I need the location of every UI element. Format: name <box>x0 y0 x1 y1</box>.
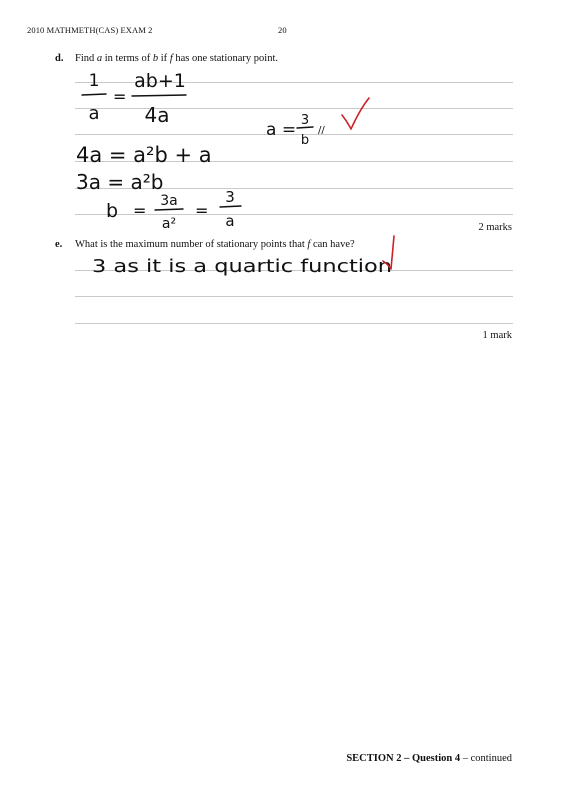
footer-section-title: SECTION 2 – Question 4 <box>346 753 461 764</box>
hw-fraction-bar <box>297 127 313 128</box>
answer-line <box>75 323 513 324</box>
hw-line2: 4a = a²b + a <box>76 143 212 167</box>
question-d-label: d. <box>55 53 64 64</box>
variable-f: f <box>307 239 311 250</box>
footer-continued: – continued <box>460 753 512 764</box>
question-d-text <box>75 53 278 64</box>
hw-line4-eq2: = <box>195 201 209 220</box>
variable-b: b <box>152 53 159 64</box>
answer-line <box>75 214 513 215</box>
question-e-marks: 1 mark <box>482 330 512 341</box>
hw-fraction-bar <box>220 206 241 207</box>
answer-line <box>75 188 513 189</box>
red-tick-icon <box>383 236 394 269</box>
variable-f: f <box>169 53 173 64</box>
answer-line <box>75 108 513 109</box>
hw-final-lhs: a = <box>266 120 297 140</box>
hw-line1-rhs-den: 4a <box>144 103 170 127</box>
hw-line4-rhs-num: 3 <box>225 188 235 206</box>
question-e-text-part: What is the maximum number of stationary points that <box>75 239 308 250</box>
variable-a: a <box>96 53 103 64</box>
question-e-text <box>75 239 355 250</box>
answer-line <box>75 296 513 297</box>
red-tick-icon <box>342 98 369 129</box>
answer-line <box>75 161 513 162</box>
answer-line <box>75 134 513 135</box>
hw-line1-rhs-num: ab+1 <box>134 70 186 92</box>
hw-line4-eq1: = <box>133 201 147 220</box>
answer-line <box>75 82 513 83</box>
question-e-text-part: can have? <box>310 239 355 250</box>
hw-line4-mid-num: 3a <box>160 193 178 209</box>
hw-line3: 3a = a²b <box>76 170 164 194</box>
hw-final-end: // <box>318 125 325 136</box>
hw-line4-mid-den: a² <box>161 216 177 232</box>
hw-fraction-bar <box>155 209 183 210</box>
hw-fraction-bar <box>132 95 186 96</box>
question-d-text-part: if <box>158 53 170 64</box>
question-d-text-part: in terms of <box>102 53 153 64</box>
hw-line1-eq: = <box>113 87 127 106</box>
question-d-text-part: has one stationary point. <box>172 53 279 64</box>
hw-final-num: 3 <box>300 113 310 128</box>
question-d-text-part: Find <box>75 53 97 64</box>
hw-line1-lhs-den: a <box>88 103 100 124</box>
hw-final-den: b <box>300 133 310 148</box>
hw-answer-e: 3 as it is a quartic function <box>92 256 392 277</box>
question-e-label: e. <box>55 239 63 250</box>
hw-line4-lhs: b <box>106 200 119 222</box>
header-exam-title: 2010 MATHMETH(CAS) EXAM 2 <box>27 25 153 35</box>
header-page-number: 20 <box>278 25 287 35</box>
hw-line1-lhs-num: 1 <box>88 71 100 91</box>
question-d-marks: 2 marks <box>478 222 512 233</box>
hw-line4-rhs-den: a <box>225 212 235 230</box>
hw-fraction-bar <box>82 94 106 95</box>
answer-line <box>75 270 513 271</box>
footer-section <box>346 753 512 764</box>
